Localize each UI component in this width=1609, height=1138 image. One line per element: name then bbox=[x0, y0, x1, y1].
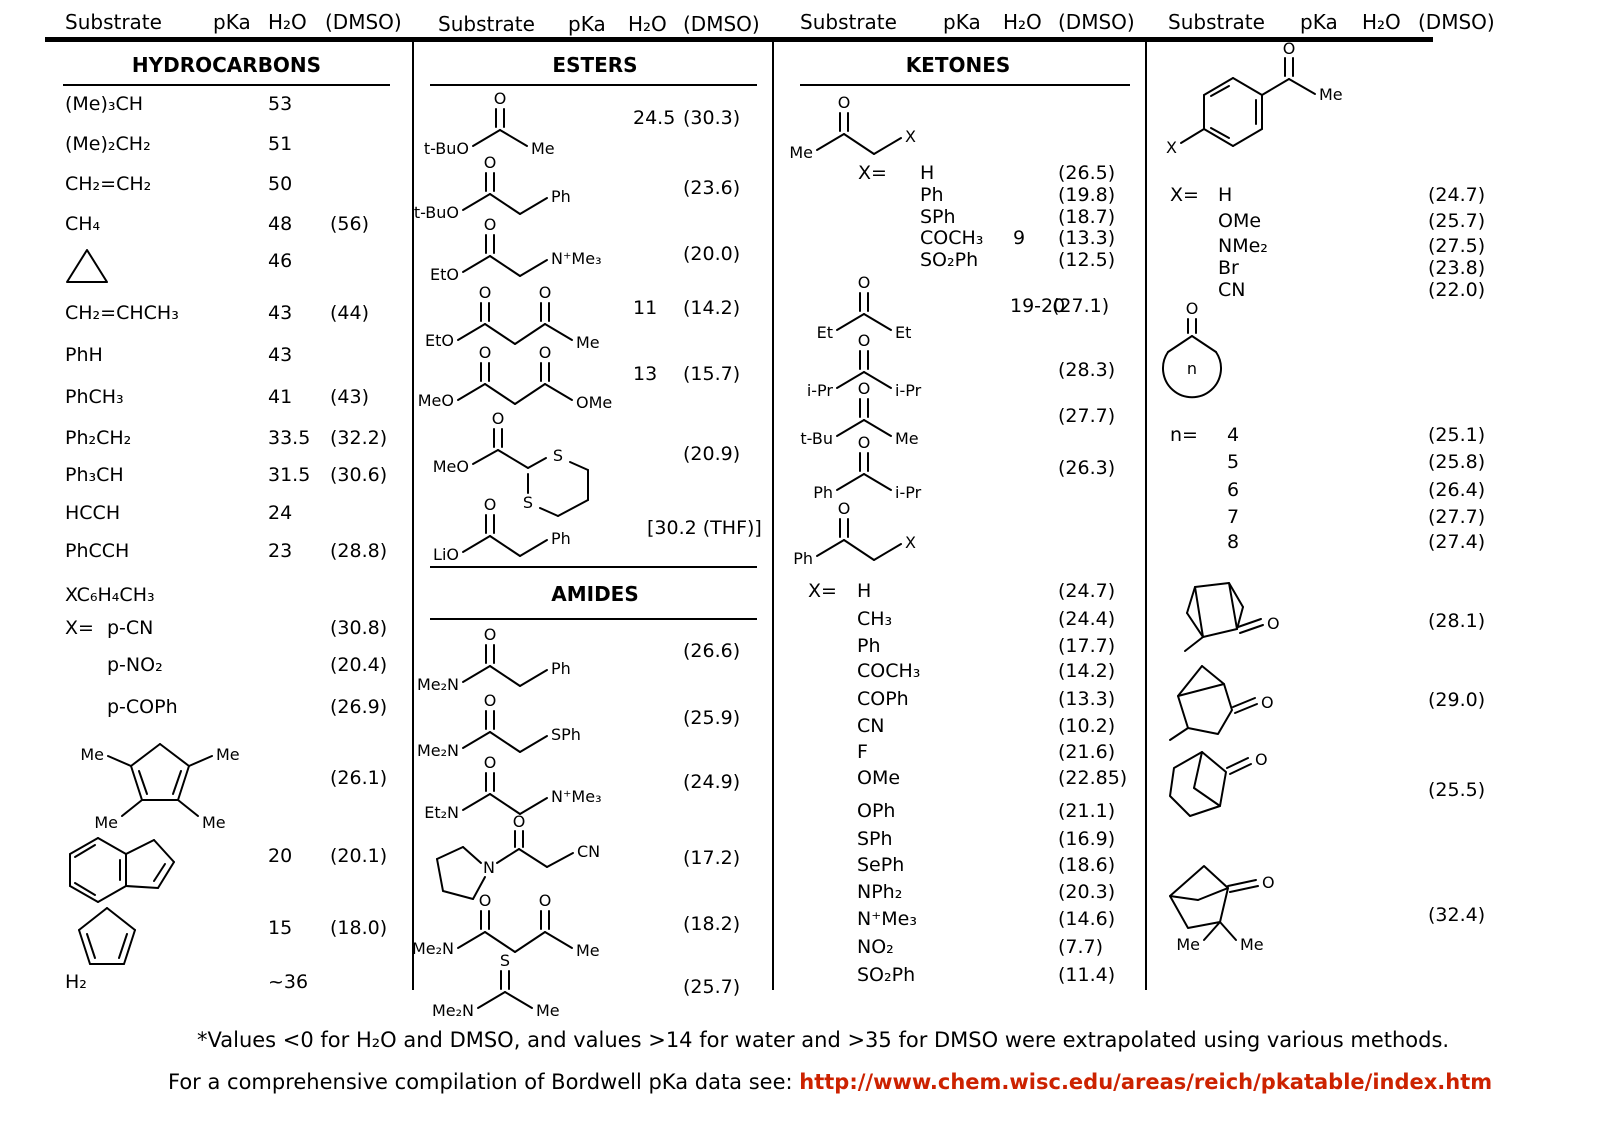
substrate-formula: PhCH₃ bbox=[65, 386, 124, 408]
substituent-label: Ph bbox=[551, 659, 571, 678]
pka-dmso-value: (18.2) bbox=[683, 913, 741, 935]
substrate-formula: XC₆H₄CH₃ bbox=[65, 584, 155, 606]
substituent-label: p-CN bbox=[107, 617, 154, 639]
methyl-label: Me bbox=[1319, 85, 1343, 104]
ring-size-value: 4 bbox=[1227, 424, 1240, 446]
substituent-label: LiO bbox=[433, 545, 459, 564]
substituent-label: OMe bbox=[1218, 210, 1262, 232]
pka-dmso-value: (14.6) bbox=[1058, 908, 1116, 930]
substituent-label: Br bbox=[1218, 257, 1239, 279]
pka-dmso-value: (22.85) bbox=[1058, 767, 1128, 789]
pka-dmso-value: (30.6) bbox=[330, 464, 388, 486]
substituent-label: MeO bbox=[417, 391, 454, 410]
substituent-label: Ph bbox=[551, 529, 571, 548]
x-substituent-label: X bbox=[905, 127, 916, 146]
oxygen-atom-label: O bbox=[837, 499, 851, 518]
structure-dimethyl-thioacetamide bbox=[430, 950, 590, 1025]
pka-dmso-value: (25.8) bbox=[1428, 451, 1486, 473]
pka-dmso-value: (19.8) bbox=[1058, 184, 1116, 206]
substrate-formula: CH₄ bbox=[65, 213, 101, 235]
pka-dmso-value: (17.2) bbox=[683, 847, 741, 869]
structure-cyclopentadiene bbox=[62, 900, 157, 975]
structure-methyl-ketone-series bbox=[779, 92, 989, 172]
structure-cycloalkanone bbox=[1150, 300, 1260, 410]
pka-dmso-value: (43) bbox=[330, 386, 370, 408]
footnote-link-line bbox=[168, 1070, 1492, 1094]
pka-dmso-value: (14.2) bbox=[1058, 660, 1116, 682]
oxygen-atom-label: O bbox=[483, 753, 497, 772]
oxygen-atom-label: O bbox=[483, 153, 497, 172]
structure-phenacyl-series bbox=[779, 498, 989, 578]
pka-h2o-value: 23 bbox=[268, 540, 293, 562]
pka-h2o-value: 46 bbox=[268, 250, 293, 272]
substituent-label: SPh bbox=[920, 206, 956, 228]
pka-h2o-value: 43 bbox=[268, 302, 293, 324]
pka-h2o-value: 11 bbox=[633, 297, 658, 319]
substituent-label: OMe bbox=[857, 767, 901, 789]
x-equals-label: X= bbox=[1170, 184, 1199, 206]
pka-h2o-value: 33.5 bbox=[268, 427, 311, 449]
col1-header-h2o: H₂O bbox=[268, 10, 307, 34]
substituent-label: NO₂ bbox=[857, 936, 894, 958]
section-divider bbox=[430, 566, 757, 568]
substituent-label: Me₂N bbox=[431, 1001, 474, 1020]
substituent-label: Me₂N bbox=[416, 741, 459, 760]
pka-dmso-value: (18.6) bbox=[1058, 854, 1116, 876]
pka-dmso-value: (13.3) bbox=[1058, 688, 1116, 710]
x-equals-label: X= bbox=[808, 580, 837, 602]
oxygen-atom-label: O bbox=[491, 409, 505, 428]
substrate-formula: CH₂=CHCH₃ bbox=[65, 302, 179, 324]
substituent-label: Me bbox=[895, 429, 919, 448]
pka-dmso-value: (27.4) bbox=[1428, 531, 1486, 553]
pka-table-link[interactable]: http://www.chem.wisc.edu/areas/reich/pkatable/index.htm bbox=[799, 1070, 1493, 1094]
oxygen-atom-label: O bbox=[483, 215, 497, 234]
pka-dmso-value: (20.4) bbox=[330, 654, 388, 676]
pka-dmso-value: (27.7) bbox=[1428, 506, 1486, 528]
substituent-label: Me bbox=[576, 941, 600, 960]
sulfur-atom-label: S bbox=[499, 951, 511, 970]
pka-dmso-value: (25.9) bbox=[683, 707, 741, 729]
substituent-label: N⁺Me₃ bbox=[551, 787, 602, 806]
ring-size-value: 8 bbox=[1227, 531, 1240, 553]
col4-header-h2o: H₂O bbox=[1362, 10, 1401, 34]
substituent-label: Ph bbox=[793, 549, 813, 568]
section-underline bbox=[800, 84, 1130, 86]
pka-dmso-value: (25.7) bbox=[683, 976, 741, 998]
substituent-label: Me bbox=[531, 139, 555, 158]
substituent-label: COCH₃ bbox=[857, 660, 921, 682]
oxygen-atom-label: O bbox=[478, 891, 492, 910]
col4-header-pka: pKa bbox=[1300, 10, 1338, 34]
oxygen-atom-label: O bbox=[857, 331, 871, 350]
pka-dmso-value: (24.4) bbox=[1058, 608, 1116, 630]
pka-dmso-value: (28.8) bbox=[330, 540, 388, 562]
substituent-label: CN bbox=[1218, 279, 1246, 301]
methyl-label: Me bbox=[1240, 935, 1264, 954]
structure-gem-dimethyl-bicyclic-ketone bbox=[1158, 848, 1348, 963]
substituent-label: i-Pr bbox=[895, 381, 922, 400]
pka-dmso-value: (27.1) bbox=[1052, 295, 1110, 317]
oxygen-atom-label: O bbox=[1262, 873, 1275, 892]
col1-header-substrate: Substrate bbox=[65, 10, 162, 34]
pka-dmso-value: (11.4) bbox=[1058, 964, 1116, 986]
pka-dmso-value: (26.4) bbox=[1428, 479, 1486, 501]
pka-dmso-value: (25.7) bbox=[1428, 210, 1486, 232]
col2-header-dmso: (DMSO) bbox=[683, 12, 760, 36]
pka-h2o-value: 13 bbox=[633, 363, 658, 385]
pka-h2o-value: 53 bbox=[268, 93, 293, 115]
col3-header-dmso: (DMSO) bbox=[1058, 10, 1135, 34]
substituent-label: CN bbox=[857, 715, 885, 737]
pka-dmso-value: (26.6) bbox=[683, 640, 741, 662]
methyl-label: Me bbox=[94, 813, 118, 832]
footnote-link-prefix: For a comprehensive compilation of Bordwell pKa data see: bbox=[168, 1070, 800, 1094]
pka-dmso-value: (10.2) bbox=[1058, 715, 1116, 737]
pka-h2o-value: ~36 bbox=[268, 971, 309, 993]
pka-dmso-value: (13.3) bbox=[1058, 227, 1116, 249]
section-title-hydrocarbons: HYDROCARBONS bbox=[131, 53, 322, 77]
substituent-label: SO₂Ph bbox=[920, 249, 979, 271]
substituent-label: H bbox=[857, 580, 872, 602]
substituent-label: NMe₂ bbox=[1218, 235, 1268, 257]
oxygen-atom-label: O bbox=[478, 283, 492, 302]
substituent-label: EtO bbox=[430, 265, 459, 284]
section-underline bbox=[430, 618, 757, 620]
substituent-label: OMe bbox=[576, 393, 613, 412]
pka-dmso-value: (29.0) bbox=[1428, 689, 1486, 711]
section-underline bbox=[430, 84, 757, 86]
pka-h2o-value: 50 bbox=[268, 173, 293, 195]
pka-dmso-value: (18.0) bbox=[330, 917, 388, 939]
substrate-formula: HCCH bbox=[65, 502, 121, 524]
pka-h2o-value: 9 bbox=[1013, 227, 1026, 249]
pka-dmso-value: (32.4) bbox=[1428, 904, 1486, 926]
column-divider-1 bbox=[412, 42, 414, 990]
sulfur-atom-label: S bbox=[552, 446, 564, 465]
column-divider-2 bbox=[772, 42, 774, 990]
pka-dmso-value: (25.1) bbox=[1428, 424, 1486, 446]
oxygen-atom-label: O bbox=[1261, 693, 1274, 712]
oxygen-atom-label: O bbox=[538, 891, 552, 910]
pka-dmso-value: (17.7) bbox=[1058, 635, 1116, 657]
methyl-label: Me bbox=[216, 745, 240, 764]
substituent-label: N⁺Me₃ bbox=[551, 249, 602, 268]
pka-h2o-value: 51 bbox=[268, 133, 293, 155]
pka-dmso-value: (20.1) bbox=[330, 845, 388, 867]
pka-dmso-value: (26.5) bbox=[1058, 162, 1116, 184]
col2-header-h2o: H₂O bbox=[628, 12, 667, 36]
substituent-label: EtO bbox=[425, 331, 454, 350]
pka-h2o-value: 20 bbox=[268, 845, 293, 867]
sulfur-atom-label: S bbox=[522, 493, 534, 512]
substrate-formula: H₂ bbox=[65, 971, 87, 993]
substituent-label: t-BuO bbox=[413, 203, 459, 222]
ring-size-label: n bbox=[1186, 359, 1198, 378]
x-equals-label: X= bbox=[858, 162, 887, 184]
structure-lithium-phenylacetate bbox=[425, 494, 635, 574]
col1-header-pka: pKa bbox=[213, 10, 251, 34]
pka-dmso-value: (32.2) bbox=[330, 427, 388, 449]
substituent-label: Me₂N bbox=[416, 675, 459, 694]
pka-h2o-value: 43 bbox=[268, 344, 293, 366]
substituent-label: i-Pr bbox=[806, 381, 833, 400]
oxygen-atom-label: O bbox=[483, 625, 497, 644]
substituent-label: Et bbox=[895, 323, 912, 342]
pka-dmso-value: (24.7) bbox=[1058, 580, 1116, 602]
oxygen-atom-label: O bbox=[538, 283, 552, 302]
section-underline bbox=[63, 84, 390, 86]
oxygen-atom-label: O bbox=[1267, 614, 1280, 633]
column-divider-3 bbox=[1145, 42, 1147, 990]
methyl-label: Me bbox=[80, 745, 104, 764]
pka-dmso-value: (44) bbox=[330, 302, 370, 324]
pka-dmso-value: (24.9) bbox=[683, 771, 741, 793]
substituent-label: Me₂N bbox=[411, 939, 454, 958]
oxygen-atom-label: O bbox=[1255, 750, 1268, 769]
structure-bicyclooctanone bbox=[1165, 575, 1340, 670]
substituent-label: p-NO₂ bbox=[107, 654, 163, 676]
x-substituent-label: X bbox=[1166, 138, 1177, 157]
substrate-formula: (Me)₃CH bbox=[65, 93, 144, 115]
substituent-label: F bbox=[857, 741, 868, 763]
col2-header-pka: pKa bbox=[568, 12, 606, 36]
oxygen-atom-label: O bbox=[493, 89, 507, 108]
pka-dmso-value: (28.1) bbox=[1428, 610, 1486, 632]
substituent-label: CN bbox=[577, 842, 601, 861]
substituent-label: SePh bbox=[857, 854, 905, 876]
substituent-label: Me bbox=[536, 1001, 560, 1020]
pka-dmso-value: (26.3) bbox=[1058, 457, 1116, 479]
pka-h2o-value: 19-20 bbox=[1010, 295, 1066, 317]
pka-dmso-value: (21.6) bbox=[1058, 741, 1116, 763]
substituent-label: Me bbox=[576, 333, 600, 352]
x-equals-label: X= bbox=[65, 617, 94, 639]
pka-dmso-value: (26.1) bbox=[330, 767, 388, 789]
oxygen-atom-label: O bbox=[857, 379, 871, 398]
oxygen-atom-label: O bbox=[538, 343, 552, 362]
substituent-label: COPh bbox=[857, 688, 909, 710]
ring-size-value: 5 bbox=[1227, 451, 1240, 473]
pka-dmso-value: (30.3) bbox=[683, 107, 741, 129]
substituent-label: SPh bbox=[551, 725, 581, 744]
substituent-label: Et bbox=[816, 323, 833, 342]
pka-dmso-value: (14.2) bbox=[683, 297, 741, 319]
pka-dmso-value: (27.5) bbox=[1428, 235, 1486, 257]
substituent-label: Ph bbox=[551, 187, 571, 206]
substrate-formula: Ph₂CH₂ bbox=[65, 427, 132, 449]
pka-h2o-value: 24.5 bbox=[633, 107, 676, 129]
pka-dmso-value: (56) bbox=[330, 213, 370, 235]
pka-dmso-value: (25.5) bbox=[1428, 779, 1486, 801]
nitrogen-atom-label: N bbox=[483, 858, 495, 877]
substituent-label: SO₂Ph bbox=[857, 964, 916, 986]
substituent-label: Me bbox=[789, 143, 813, 162]
pka-dmso-value: (20.9) bbox=[683, 443, 741, 465]
structure-bridged-bicyclic-ketone bbox=[1158, 732, 1333, 832]
substituent-label: t-BuO bbox=[423, 139, 469, 158]
pka-h2o-value: 24 bbox=[268, 502, 293, 524]
oxygen-atom-label: O bbox=[483, 495, 497, 514]
pka-dmso-value: (30.8) bbox=[330, 617, 388, 639]
pka-dmso-value: (18.7) bbox=[1058, 206, 1116, 228]
col4-header-dmso: (DMSO) bbox=[1418, 10, 1495, 34]
pka-dmso-value: (27.7) bbox=[1058, 405, 1116, 427]
methyl-label: Me bbox=[202, 813, 226, 832]
pka-dmso-value: (12.5) bbox=[1058, 249, 1116, 271]
oxygen-atom-label: O bbox=[478, 343, 492, 362]
substituent-label: Ph bbox=[857, 635, 881, 657]
section-title-amides: AMIDES bbox=[551, 582, 639, 606]
substituent-label: CH₃ bbox=[857, 608, 893, 630]
substituent-label: H bbox=[920, 162, 935, 184]
pka-dmso-value: (23.6) bbox=[683, 177, 741, 199]
pka-h2o-value: 48 bbox=[268, 213, 293, 235]
col3-header-substrate: Substrate bbox=[800, 10, 897, 34]
substituent-label: COCH₃ bbox=[920, 227, 984, 249]
oxygen-atom-label: O bbox=[483, 691, 497, 710]
substrate-formula: PhH bbox=[65, 344, 103, 366]
substituent-label: SPh bbox=[857, 828, 893, 850]
substituent-label: p-COPh bbox=[107, 696, 178, 718]
n-equals-label: n= bbox=[1170, 424, 1198, 446]
substrate-formula: PhCCH bbox=[65, 540, 130, 562]
structure-cyclopropane bbox=[62, 246, 112, 286]
substituent-label: OPh bbox=[857, 800, 896, 822]
oxygen-atom-label: O bbox=[1185, 299, 1199, 318]
pka-dmso-value: (22.0) bbox=[1428, 279, 1486, 301]
substituent-label: t-Bu bbox=[800, 429, 833, 448]
pka-h2o-value: 41 bbox=[268, 386, 293, 408]
footnote-asterisk: *Values <0 for H₂O and DMSO, and values >14 for water and >35 for DMSO were extrapolated using various methods. bbox=[197, 1028, 1450, 1052]
pka-dmso-value: (24.7) bbox=[1428, 184, 1486, 206]
substrate-formula: Ph₃CH bbox=[65, 464, 124, 486]
substituent-label: NPh₂ bbox=[857, 881, 903, 903]
ring-size-value: 7 bbox=[1227, 506, 1240, 528]
pka-dmso-value: (21.1) bbox=[1058, 800, 1116, 822]
oxygen-atom-label: O bbox=[857, 273, 871, 292]
pka-dmso-value: (28.3) bbox=[1058, 359, 1116, 381]
section-title-ketones: KETONES bbox=[905, 53, 1011, 77]
col1-header-dmso: (DMSO) bbox=[325, 10, 402, 34]
pka-dmso-value: (15.7) bbox=[683, 363, 741, 385]
oxygen-atom-label: O bbox=[857, 433, 871, 452]
pka-thf-value: [30.2 (THF)] bbox=[647, 517, 762, 539]
substituent-label: i-Pr bbox=[895, 483, 922, 502]
substituent-label: N⁺Me₃ bbox=[857, 908, 917, 930]
oxygen-atom-label: O bbox=[512, 812, 526, 831]
methyl-label: Me bbox=[1176, 935, 1200, 954]
x-substituent-label: X bbox=[905, 533, 916, 552]
oxygen-atom-label: O bbox=[837, 93, 851, 112]
col4-header-substrate: Substrate bbox=[1168, 10, 1265, 34]
substituent-label: Ph bbox=[920, 184, 944, 206]
structure-tetramethylcyclopentadiene bbox=[60, 726, 265, 836]
pka-dmso-value: (20.0) bbox=[683, 243, 741, 265]
ring-size-value: 6 bbox=[1227, 479, 1240, 501]
pka-dmso-value: (23.8) bbox=[1428, 257, 1486, 279]
pka-dmso-value: (7.7) bbox=[1058, 936, 1104, 958]
section-title-esters: ESTERS bbox=[552, 53, 638, 77]
structure-para-substituted-acetophenone bbox=[1155, 30, 1380, 170]
pka-dmso-value: (26.9) bbox=[330, 696, 388, 718]
col2-header-substrate: Substrate bbox=[438, 12, 535, 36]
substituent-label: H bbox=[1218, 184, 1233, 206]
col3-header-h2o: H₂O bbox=[1003, 10, 1042, 34]
pka-h2o-value: 31.5 bbox=[268, 464, 311, 486]
pka-dmso-value: (20.3) bbox=[1058, 881, 1116, 903]
substituent-label: Et₂N bbox=[424, 803, 459, 822]
substituent-label: MeO bbox=[432, 457, 469, 476]
substrate-formula: CH₂=CH₂ bbox=[65, 173, 152, 195]
pka-h2o-value: 15 bbox=[268, 917, 293, 939]
oxygen-atom-label: O bbox=[1282, 39, 1296, 58]
col3-header-pka: pKa bbox=[943, 10, 981, 34]
structure-isobutyrophenone bbox=[789, 432, 949, 507]
substituent-label: Ph bbox=[813, 483, 833, 502]
pka-dmso-value: (16.9) bbox=[1058, 828, 1116, 850]
substrate-formula: (Me)₂CH₂ bbox=[65, 133, 151, 155]
